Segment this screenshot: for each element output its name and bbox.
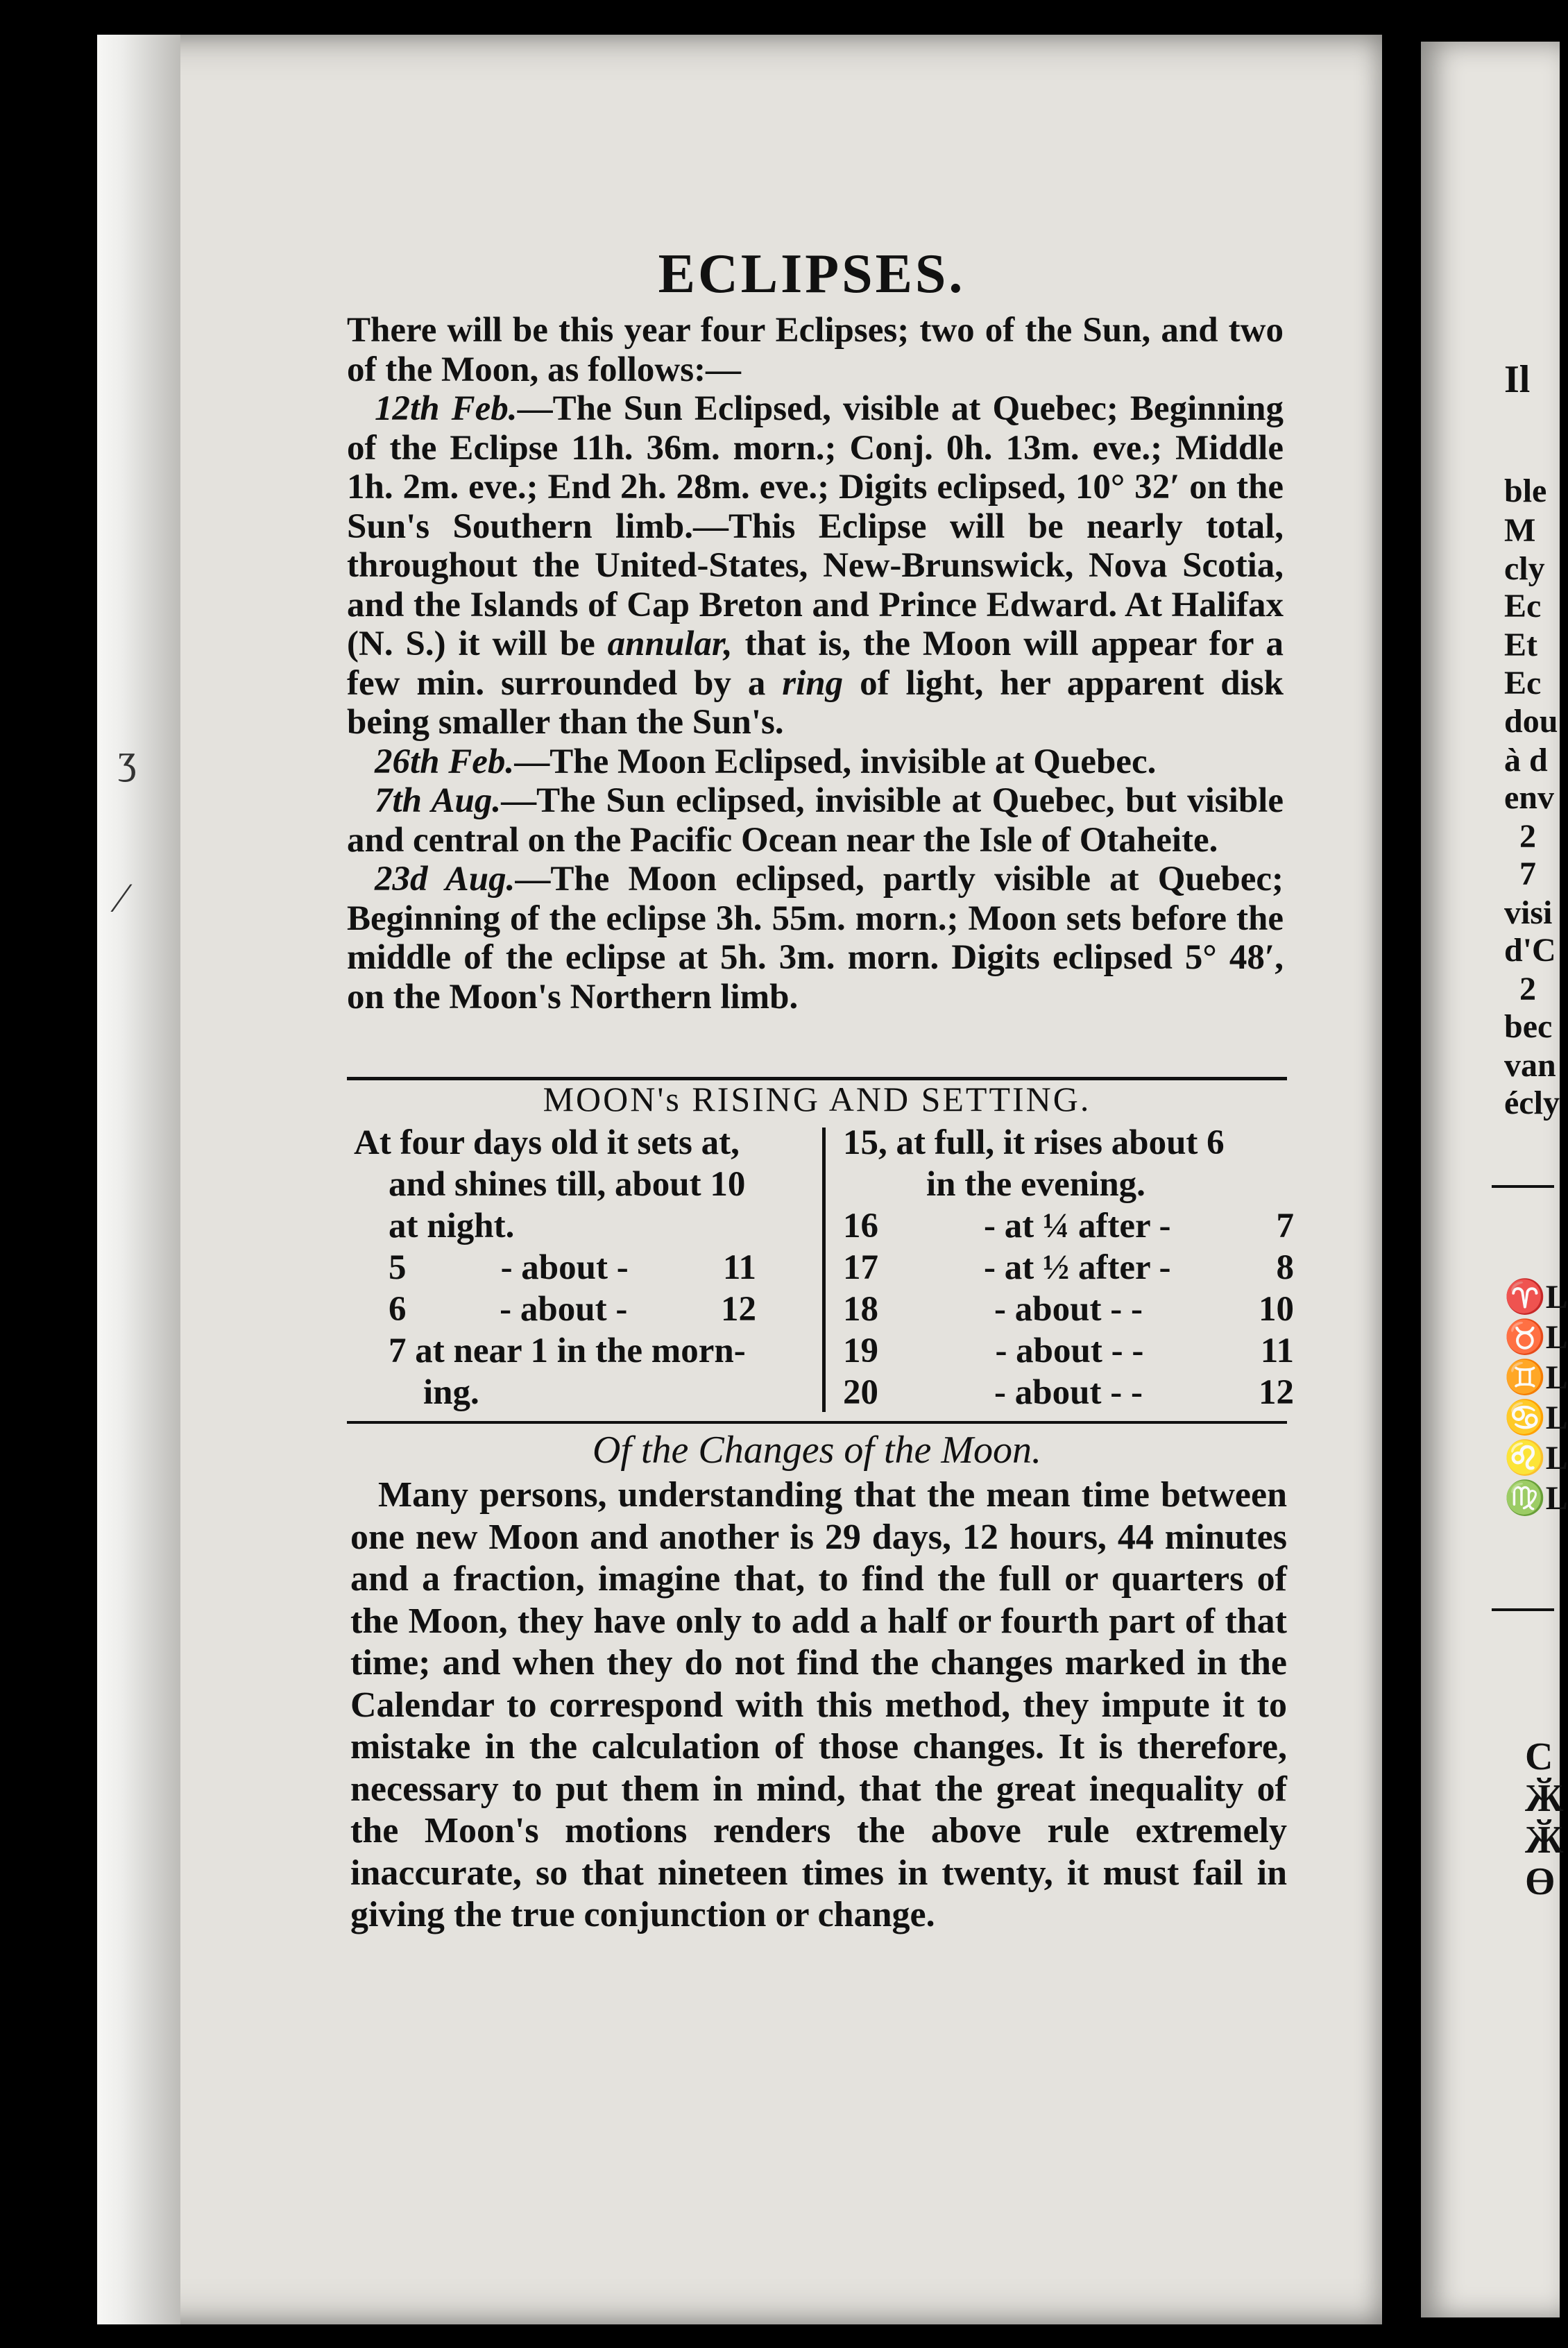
- right-fragment: bec: [1504, 1008, 1553, 1045]
- moon-phrase: - about - -: [994, 1373, 1143, 1412]
- moon-day: 19: [843, 1332, 878, 1370]
- moon-phrase: - about - -: [995, 1332, 1144, 1370]
- eclipse-text: —The Moon eclipsed, partly visible at Quebec; Beginning of the eclipse 3h. 55m. morn.; Moon sets before the middle of the eclipse at 5h. 3m. morn. Digits eclipsed 5° 48′, on the Moon's Northern limb.: [347, 860, 1284, 1016]
- eclipse-emphasis: ring: [782, 663, 844, 703]
- right-fragment: env: [1504, 779, 1554, 816]
- right-fragment: 2: [1519, 971, 1536, 1007]
- right-fragment: Et: [1504, 627, 1537, 663]
- moon-row: [354, 1247, 798, 1288]
- right-fragment: 2: [1519, 818, 1536, 855]
- right-fragment: cly: [1504, 550, 1545, 587]
- moon-table-left: [354, 1122, 798, 1413]
- zodiac-fragment: ♋L: [1504, 1400, 1568, 1436]
- eclipse-entry: [347, 781, 1284, 860]
- right-fragment: à d: [1504, 742, 1548, 779]
- moon-row: 15, at full, it rises about 6: [843, 1123, 1225, 1162]
- moon-row: [843, 1247, 1294, 1288]
- margin-mark: ʒ: [118, 736, 137, 782]
- moon-phrase: - about - -: [994, 1290, 1143, 1329]
- moon-row: in the evening.: [926, 1165, 1145, 1204]
- eclipse-text: —The Sun Eclipsed, visible at Quebec; Beginning of the Eclipse 11h. 36m. morn.; Conj. 0h. 13m. eve.; Middle 1h. 2m. eve.; End 2h. 28m. eve.; Digits eclipsed, 10° 32′ on the Sun's Southern limb.—This Eclipse will be nearly total, throughout the United-States, New-Brunswick, Nova Scotia, and the Islands of Cap Breton and Prince Edward. At Halifax (N. S.) it will be: [347, 389, 1284, 663]
- moon-day: 5: [389, 1248, 407, 1287]
- eclipses-intro: There will be this year four Eclipses; two of the Sun, and two of the Moon, as follows:—: [347, 311, 1284, 389]
- right-fragment: M: [1504, 512, 1536, 549]
- page-binding-edge: [97, 35, 180, 2324]
- moon-hour: 12: [1258, 1373, 1294, 1412]
- column-divider: [822, 1128, 826, 1412]
- right-fragment: d'C: [1504, 932, 1556, 969]
- moon-row: [843, 1330, 1294, 1372]
- moon-table-right: [843, 1122, 1294, 1413]
- zodiac-fragment: ♊L: [1504, 1359, 1568, 1396]
- right-fragment: C: [1525, 1735, 1553, 1778]
- right-fragment: 7: [1519, 856, 1536, 892]
- section-heading: Of the Changes of the Moon.: [592, 1429, 1042, 1472]
- moon-day: 20: [843, 1373, 878, 1412]
- moon-phrase: - about -: [500, 1290, 628, 1329]
- eclipse-date: 12th Feb.: [375, 389, 518, 428]
- moon-phrase: - at ½ after -: [983, 1248, 1171, 1287]
- eclipse-entry: [347, 742, 1284, 782]
- right-fragment: Ӂ: [1525, 1819, 1564, 1862]
- moon-hour: 12: [721, 1290, 756, 1329]
- right-fragment: Ө: [1525, 1860, 1556, 1903]
- zodiac-fragment: ♉L: [1504, 1319, 1568, 1356]
- page-title: ECLIPSES.: [658, 244, 966, 305]
- right-divider: [1492, 1185, 1554, 1188]
- right-fragment: visi: [1504, 894, 1553, 931]
- moon-day: 16: [843, 1207, 878, 1245]
- right-fragment: Ec: [1504, 588, 1542, 624]
- eclipse-emphasis: annular,: [607, 624, 733, 663]
- moon-row: At four days old it sets at,: [354, 1123, 740, 1162]
- eclipse-text: —The Sun eclipsed, invisible at Quebec, but visible and central on the Pacific Ocean near the Isle of Otaheite.: [347, 781, 1284, 860]
- moon-hour: 8: [1276, 1248, 1294, 1287]
- zodiac-fragment: ♈L: [1504, 1279, 1568, 1316]
- moon-hour: 11: [1260, 1332, 1294, 1370]
- moon-row: [843, 1372, 1294, 1413]
- eclipse-text: that is, the Moon will appear for a few min. surrounded by a: [347, 624, 1284, 703]
- moon-row: [843, 1288, 1294, 1330]
- moon-phrase: - about -: [500, 1248, 629, 1287]
- eclipse-date: 26th Feb.: [375, 742, 515, 781]
- right-fragment: écly: [1504, 1084, 1560, 1121]
- changes-section: [350, 1474, 1287, 1937]
- eclipses-section: [347, 311, 1284, 1016]
- moon-phrase: - at ¼ after -: [983, 1207, 1171, 1245]
- moon-day: 17: [843, 1248, 878, 1287]
- eclipse-date: 7th Aug.: [375, 781, 502, 820]
- eclipse-text: of light, her apparent disk being smaller than the Sun's.: [347, 663, 1284, 742]
- moon-day: 18: [843, 1290, 878, 1329]
- eclipse-entry: [347, 389, 1284, 742]
- moon-row: [843, 1205, 1294, 1247]
- eclipse-entry: [347, 860, 1284, 1016]
- right-divider: [1492, 1608, 1554, 1611]
- margin-mark: ⁄: [118, 875, 126, 921]
- eclipse-date: 23d Aug.: [375, 860, 515, 899]
- moon-row: at night.: [389, 1207, 515, 1245]
- moon-row: and shines till, about 10: [389, 1165, 746, 1204]
- moon-hour: 10: [1258, 1290, 1294, 1329]
- right-fragment: Ӂ: [1525, 1777, 1564, 1820]
- right-fragment: ble: [1504, 473, 1547, 509]
- moon-row: 7 at near 1 in the morn-: [389, 1332, 746, 1370]
- right-page: [1421, 42, 1560, 2317]
- right-fragment: Ec: [1504, 665, 1542, 701]
- zodiac-fragment: ♌L: [1504, 1440, 1568, 1477]
- right-fragment: dou: [1504, 703, 1558, 740]
- moon-row: [354, 1288, 798, 1330]
- moon-table-title: MOON's RISING AND SETTING.: [543, 1080, 1091, 1118]
- eclipse-text: —The Moon Eclipsed, invisible at Quebec.: [514, 742, 1157, 781]
- changes-body: Many persons, understanding that the mean time between one new Moon and another is 29 days, 12 hours, 44 minutes and a fraction, imagine that, to find the full or quarters of the Moon, they have only to add a half or fourth part of that time; and when they do not find the changes marked in the Calendar to correspond with this method, they impute it to mistake in the calculation of those changes. It is therefore, necessary to put them in mind, that the great inequality of the Moon's motions renders the above rule extremely inaccurate, so that nineteen times in twenty, it must fail in giving the true conjunction or change.: [350, 1475, 1287, 1934]
- right-fragment: van: [1504, 1047, 1556, 1084]
- right-page-heading: Il: [1504, 358, 1531, 401]
- moon-hour: 7: [1276, 1207, 1294, 1245]
- moon-row: ing.: [423, 1373, 479, 1412]
- moon-hour: 11: [722, 1248, 756, 1287]
- zodiac-fragment: ♍L: [1504, 1480, 1568, 1517]
- divider-rule: [347, 1421, 1287, 1424]
- moon-day: 6: [389, 1290, 407, 1329]
